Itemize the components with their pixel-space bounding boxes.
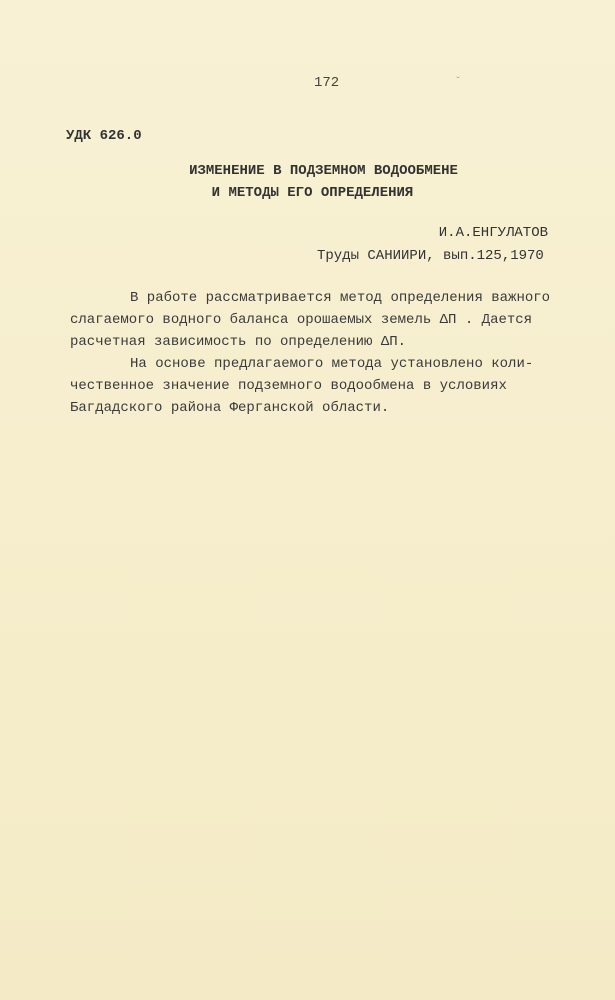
udk-code: УДК 626.0 (66, 128, 142, 144)
abstract-line: На основе предлагаемого метода установлено коли- (130, 356, 534, 372)
article-title (0, 160, 615, 204)
abstract-line: чественное значение подземного водообмена в условиях (70, 378, 507, 394)
publication-source: Труды САНИИРИ, вып.125,1970 (317, 248, 544, 264)
speck-mark: ˇ (455, 77, 462, 88)
abstract-line: В работе рассматривается метод определения важного (130, 290, 551, 306)
abstract-text (70, 287, 575, 419)
title-line-2: И МЕТОДЫ ЕГО ОПРЕДЕЛЕНИЯ (211, 185, 414, 201)
title-line-1: ИЗМЕНЕНИЕ В ПОДЗЕМНОМ ВОДООБМЕНЕ (189, 163, 458, 179)
page-number: 172 (314, 75, 340, 91)
abstract-line: слагаемого водного баланса орошаемых земель ΔП . Дается (70, 312, 533, 328)
abstract-line: расчетная зависимость по определению ΔП. (70, 334, 407, 350)
abstract-line: Багдадского района Ферганской области. (70, 400, 390, 416)
author-name: И.А.ЕНГУЛАТОВ (438, 225, 548, 241)
